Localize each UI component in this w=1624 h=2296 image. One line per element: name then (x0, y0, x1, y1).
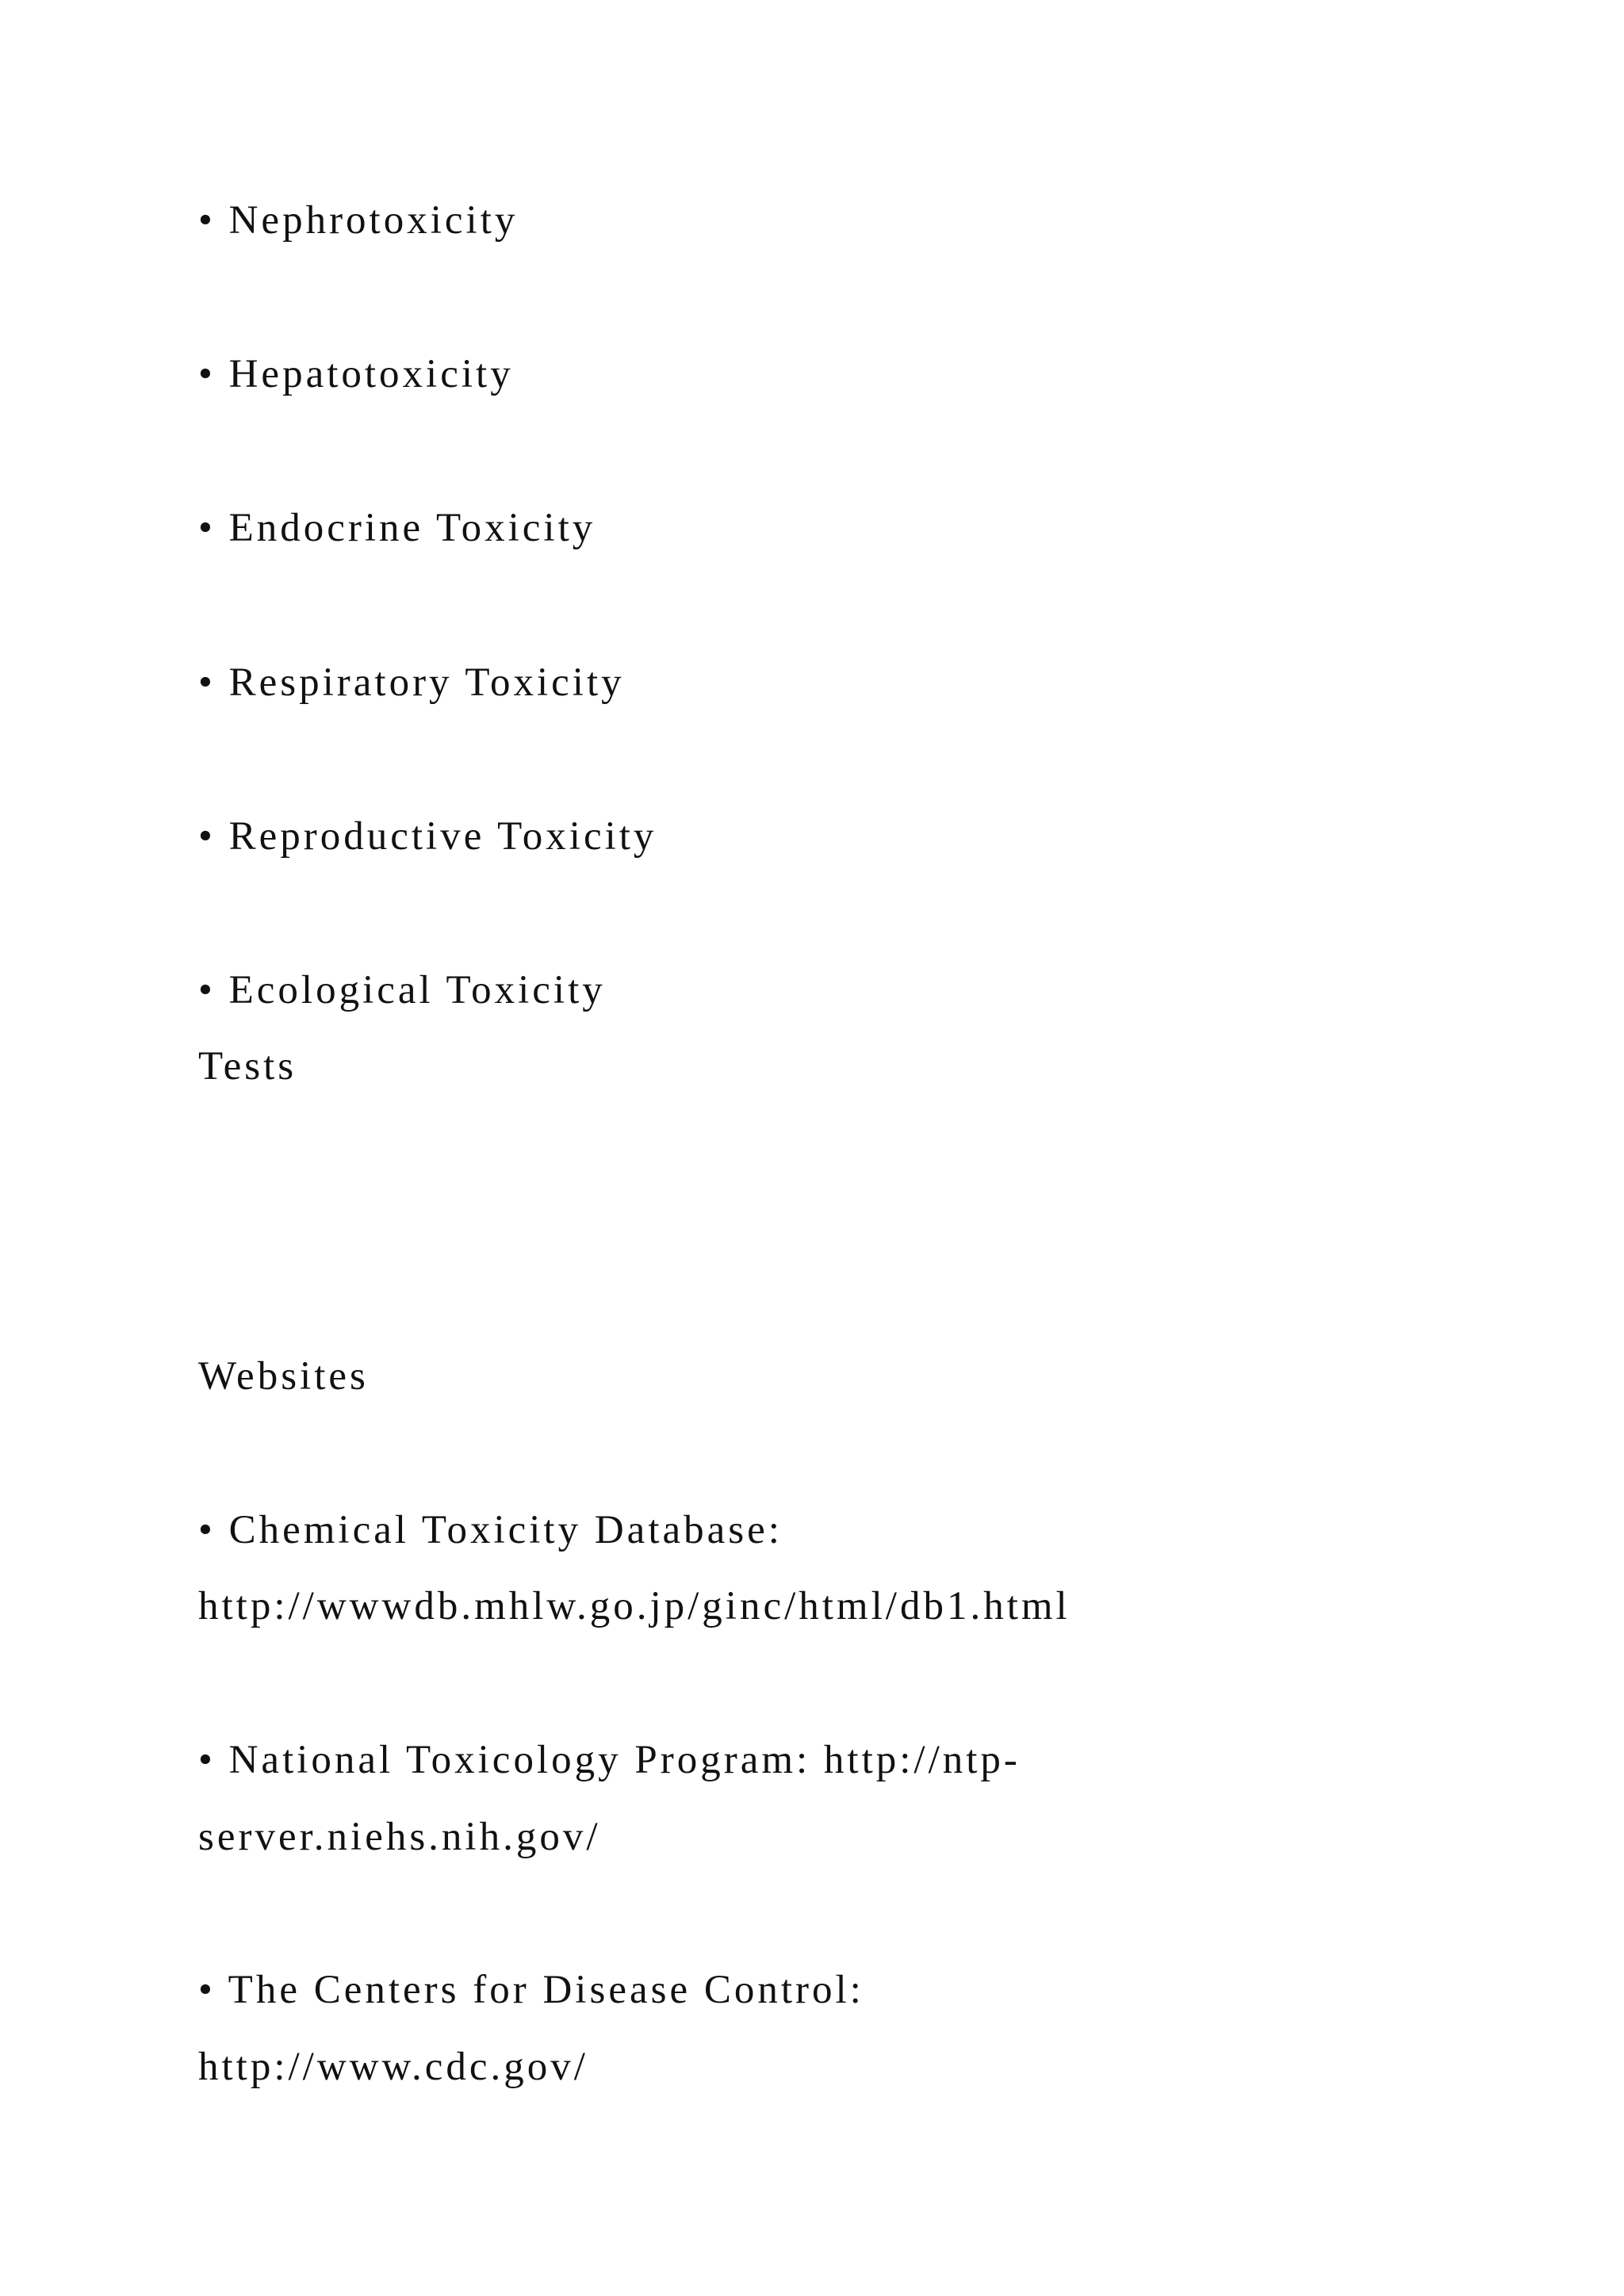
list-item-endocrine-toxicity: • Endocrine Toxicity (198, 506, 596, 550)
website-item-national-toxicology-program[interactable]: • National Toxicology Program: http://ntp- (198, 1738, 1021, 1782)
tests-label: Tests (198, 1044, 297, 1089)
website-url-national-toxicology-program[interactable]: server.niehs.nih.gov/ (198, 1815, 601, 1859)
list-item-nephrotoxicity: • Nephrotoxicity (198, 198, 519, 243)
website-url-cdc[interactable]: http://www.cdc.gov/ (198, 2045, 588, 2089)
website-url-chemical-toxicity-db[interactable]: http://wwwdb.mhlw.go.jp/ginc/html/db1.html (198, 1584, 1071, 1628)
website-item-chemical-toxicity-db: • Chemical Toxicity Database: (198, 1508, 783, 1552)
websites-heading: Websites (198, 1354, 369, 1399)
list-item-respiratory-toxicity: • Respiratory Toxicity (198, 660, 625, 705)
list-item-ecological-toxicity: • Ecological Toxicity (198, 968, 606, 1012)
list-item-hepatotoxicity: • Hepatotoxicity (198, 352, 514, 396)
website-item-cdc: • The Centers for Disease Control: (198, 1968, 864, 2012)
list-item-reproductive-toxicity: • Reproductive Toxicity (198, 814, 657, 859)
